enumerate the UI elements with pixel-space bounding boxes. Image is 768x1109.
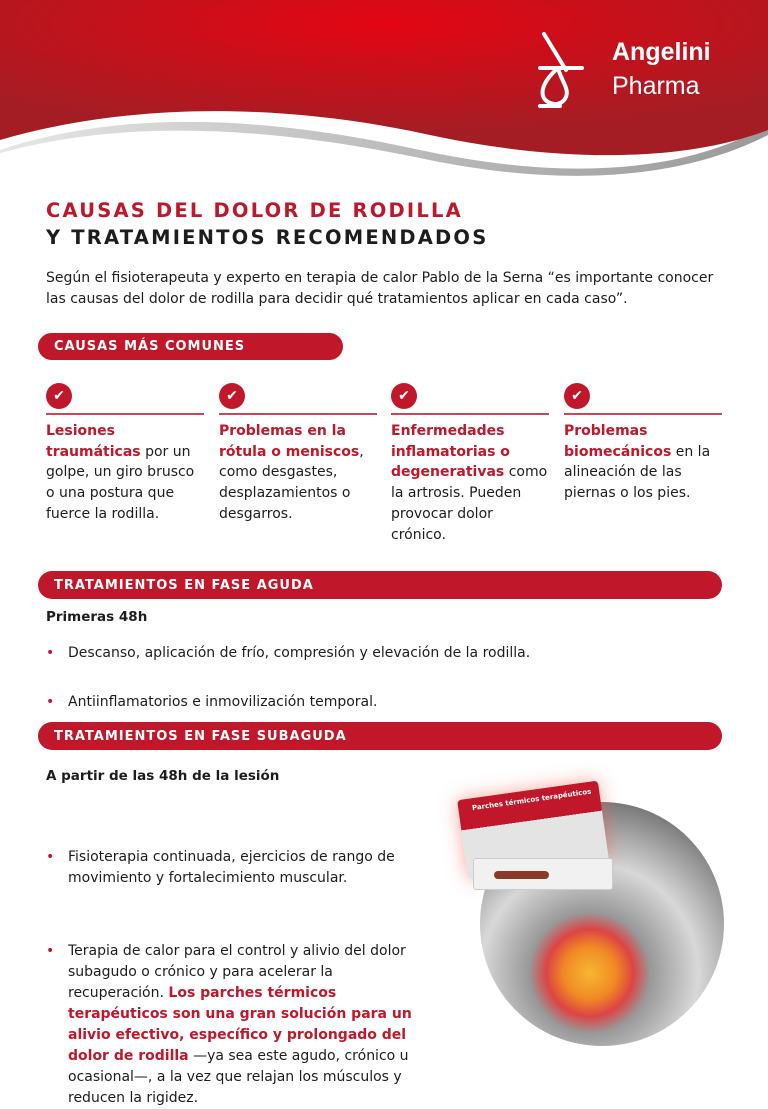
page-title: CAUSAS DEL DOLOR DE RODILLA (46, 199, 463, 222)
package-label: Parches térmicos terapéuticos (471, 787, 592, 813)
divider (219, 413, 377, 415)
cause-description: por un golpe, un giro brusco o una postura que fuerce la rodilla. (46, 443, 195, 522)
cause-text (391, 421, 549, 545)
page-subtitle: Y TRATAMIENTOS RECOMENDADOS (46, 226, 489, 249)
cause-title: Problemas biomecánicos (564, 423, 672, 460)
subacute-bullet: • Fisioterapia continuada, ejercicios de rango de movimiento y fortalecimiento muscular. (46, 847, 416, 889)
bullet-text: Terapia de calor para el control y alivio del dolor subagudo o crónico y para acelerar la recuperación. (68, 943, 406, 1001)
divider (391, 413, 549, 415)
check-icon: ✔ (564, 383, 590, 409)
check-icon: ✔ (46, 383, 72, 409)
check-icon: ✔ (219, 383, 245, 409)
cause-text (219, 421, 377, 525)
intro-paragraph: Según el fisioterapeuta y experto en terapia de calor Pablo de la Serna “es importante conocer las causas del dolor de rodilla para decidir qué tratamientos aplicar en cada caso”. (46, 270, 714, 307)
check-icon: ✔ (391, 383, 417, 409)
section-heading-acute: TRATAMIENTOS EN FASE AGUDA (38, 571, 722, 599)
divider (564, 413, 722, 415)
cause-item (391, 383, 549, 545)
subacute-subtitle: A partir de las 48h de la lesión (46, 768, 280, 784)
section-heading-subacute: TRATAMIENTOS EN FASE SUBAGUDA (38, 722, 722, 750)
cause-item (564, 383, 722, 504)
cause-text (46, 421, 204, 525)
cause-title: Lesiones traumáticas (46, 423, 141, 460)
cause-description: en la alineación de las piernas o los pies. (564, 443, 711, 502)
bullet-highlight: Los parches térmicos terapéuticos son una gran solución para un alivio efectivo, específico y prolongado del dolor de rodilla (68, 985, 412, 1064)
acute-bullet: • Descanso, aplicación de frío, compresión y elevación de la rodilla. (46, 643, 726, 664)
cause-description: como la artrosis. Pueden provocar dolor crónico. (391, 464, 548, 543)
cause-text (564, 421, 722, 504)
brand-name: Angelini (612, 38, 711, 66)
acute-subtitle: Primeras 48h (46, 609, 148, 625)
cause-title: Enfermedades inflamatorias o degenerativas (391, 423, 510, 481)
cause-description: , como desgastes, desplazamientos o desgarros. (219, 443, 364, 522)
cause-item (219, 383, 377, 525)
subacute-bullet (46, 941, 421, 1109)
divider (46, 413, 204, 415)
cause-item (46, 383, 204, 525)
angelini-logo-icon (536, 30, 586, 110)
cause-title: Problemas en la rótula o meniscos (219, 423, 360, 460)
acute-bullet: • Antiinflamatorios e inmovilización temporal. (46, 692, 726, 713)
heat-patch (473, 858, 613, 890)
brand-subname: Pharma (612, 72, 700, 100)
bullet-text: —ya sea este agudo, crónico u ocasional—, a la vez que relajan los músculos y reducen la rigidez. (68, 1048, 409, 1106)
section-heading-causes: CAUSAS MÁS COMUNES (38, 333, 343, 360)
